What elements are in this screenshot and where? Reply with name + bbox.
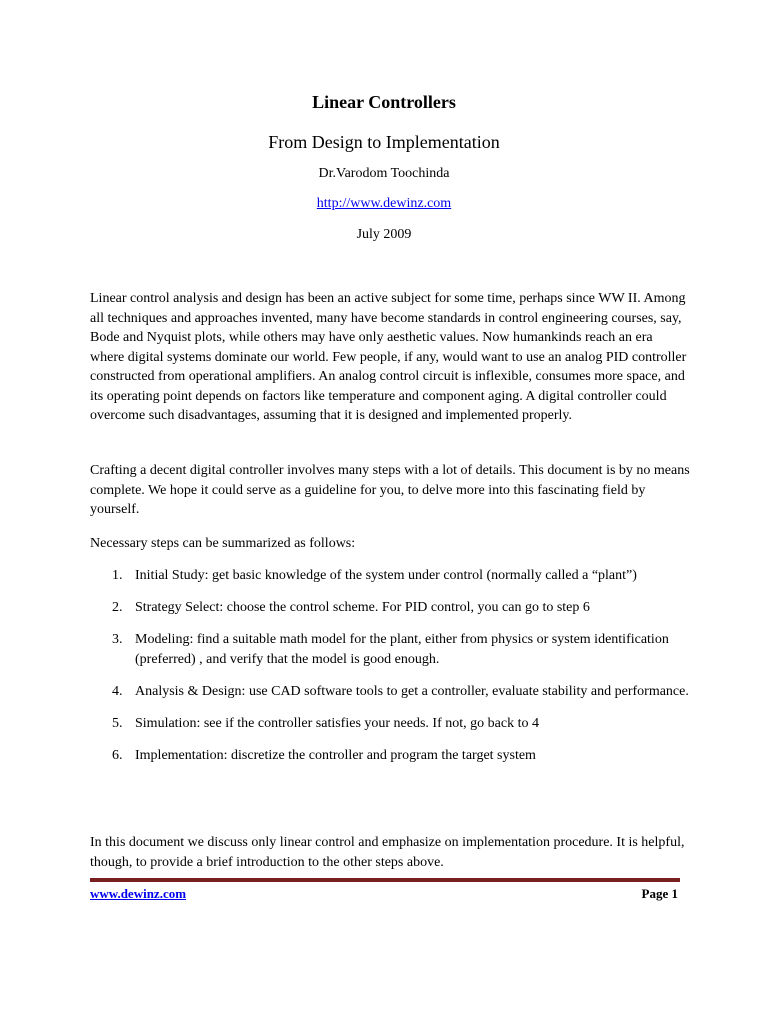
step-number: 3. bbox=[112, 632, 123, 647]
step-number: 6. bbox=[112, 747, 123, 763]
step-number: 2. bbox=[112, 600, 123, 615]
list-item bbox=[90, 598, 690, 618]
author-url bbox=[0, 195, 768, 213]
step-text: Simulation: see if the controller satisfies your needs. If not, go back to 4 bbox=[135, 715, 539, 731]
footer-divider bbox=[90, 878, 680, 882]
step-text: Initial Study: get basic knowledge of the system under control (normally called a “plant”) bbox=[135, 568, 637, 583]
step-text: Implementation: discretize the controller and program the target system bbox=[135, 747, 536, 763]
page-number: Page 1 bbox=[641, 886, 678, 901]
step-text: Modeling: find a suitable math model for the plant, either from physics or system identification (preferred) , and verify that the model is good enough. bbox=[135, 632, 669, 667]
intro-paragraph: Linear control analysis and design has been an active subject for some time, perhaps since WW II. Among all techniques and approaches invented, many have become standards in control engineering courses, say, Bode and Nyquist plots, while others may have only aesthetic values. Now humankinds reach an era where digital systems dominate our world. Few people, if any, would want to use an analog PID controller constructed from operational amplifiers. An analog control circuit is inflexible, consumes more space, and its operating point depends on factors like temperature and component aging. A digital controller could overcome such disadvantages, assuming that it is designed and implemented properly. bbox=[90, 291, 687, 423]
step-number: 5. bbox=[112, 715, 123, 731]
steps-list bbox=[90, 566, 690, 778]
list-item bbox=[90, 566, 690, 586]
list-item bbox=[90, 714, 690, 734]
list-item bbox=[90, 630, 690, 669]
crafting-paragraph: Crafting a decent digital controller involves many steps with a lot of details. This document is by no means complete. We hope it could serve as a guideline for you, to delve more into this fascinating field by yourself. bbox=[90, 463, 690, 517]
step-text: Strategy Select: choose the control scheme. For PID control, you can go to step 6 bbox=[135, 600, 590, 615]
step-text: Analysis & Design: use CAD software tools to get a controller, evaluate stability and performance. bbox=[135, 683, 689, 699]
step-number: 4. bbox=[112, 683, 123, 699]
step-number: 1. bbox=[112, 568, 123, 583]
footer-link[interactable]: www.dewinz.com bbox=[90, 886, 187, 901]
closing-paragraph: In this document we discuss only linear control and emphasize on implementation procedure. It is helpful, though, to provide a brief introduction to the other steps above. bbox=[90, 835, 685, 870]
list-item bbox=[90, 682, 690, 702]
document-date: July 2009 bbox=[356, 227, 412, 242]
document-title: Linear Controllers bbox=[312, 92, 456, 112]
document-subtitle: From Design to Implementation bbox=[268, 132, 500, 152]
author-url-link[interactable]: http://www.dewinz.com bbox=[316, 196, 452, 211]
list-item bbox=[90, 746, 690, 766]
steps-intro-paragraph: Necessary steps can be summarized as follows: bbox=[90, 536, 356, 551]
document-author: Dr.Varodom Toochinda bbox=[318, 166, 450, 181]
